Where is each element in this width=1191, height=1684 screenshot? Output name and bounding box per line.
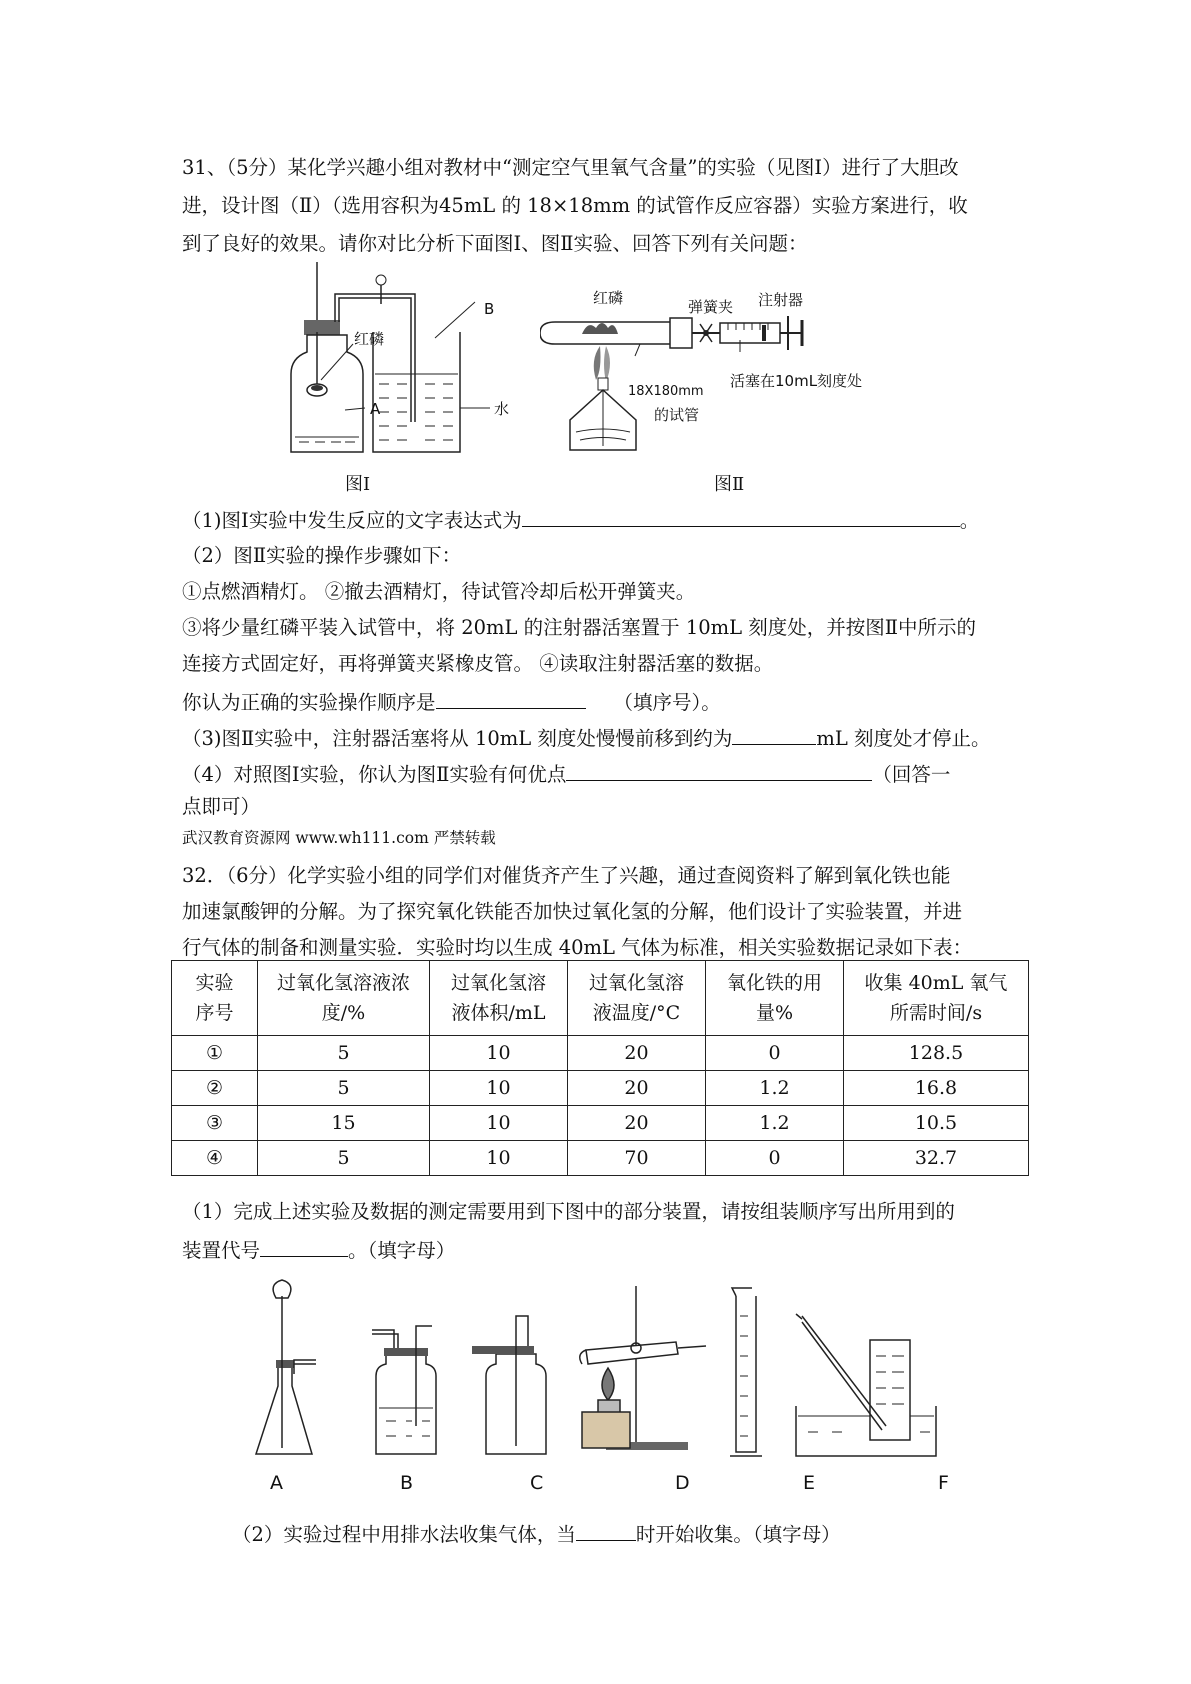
table-cell: 15 xyxy=(258,1106,430,1141)
q31-part-3-answer-blank[interactable] xyxy=(732,726,816,745)
q32-part-2-answer-blank[interactable] xyxy=(576,1522,636,1541)
q31-part-2-steps-1-2: ①点燃酒精灯。 ②撤去酒精灯，待试管冷却后松开弹簧夹。 xyxy=(182,580,696,603)
q31-part-4-answer-blank[interactable] xyxy=(566,762,872,781)
table-cell: ② xyxy=(172,1071,258,1106)
table-cell: 10 xyxy=(430,1071,568,1106)
q31-part-2-step-3a: ③将少量红磷平装入试管中，将 20mL 的注射器活塞置于 10mL 刻度处，并按图Ⅱ中所示的 xyxy=(182,616,977,639)
apparatus-options-drawing xyxy=(236,1276,1036,1476)
q31-part-2-prompt: 你认为正确的实验操作顺序是 xyxy=(182,691,436,714)
table-cell: 5 xyxy=(258,1071,430,1106)
q31-part-1-prompt: （1)图Ⅰ实验中发生反应的文字表达式为 xyxy=(182,509,522,532)
q32-part-2-prompt: （2）实验过程中用排水法收集气体，当 xyxy=(232,1523,576,1546)
apparatus-label-f[interactable]: F xyxy=(938,1472,949,1494)
header-fe2o3-amount: 氧化铁的用 量% xyxy=(706,961,844,1036)
q32-part-1-answer-blank[interactable] xyxy=(260,1238,348,1257)
table-header-row xyxy=(172,961,1029,1036)
table-cell: ① xyxy=(172,1036,258,1071)
experiment-data-table xyxy=(171,960,1029,1176)
table-cell: 128.5 xyxy=(844,1036,1029,1071)
q32-line-1: 32．（6分）化学实验小组的同学们对催货齐产生了兴趣，通过查阅资料了解到氧化铁也能 xyxy=(182,864,951,887)
q31-part-4 xyxy=(182,762,950,785)
apparatus-b-icon xyxy=(372,1326,436,1454)
fig2-label-test-tube: 的试管 xyxy=(654,406,700,424)
fig2-label-syringe: 注射器 xyxy=(758,291,804,309)
header-trial-no: 实验 序号 xyxy=(172,961,258,1036)
figure-1-caption: 图I xyxy=(345,474,371,495)
q31-part-3-prompt: （3)图Ⅱ实验中，注射器活塞将从 10mL 刻度处慢慢前移到约为 xyxy=(182,727,733,750)
header-h2o2-temperature: 过氧化氢溶 液温度/°C xyxy=(568,961,706,1036)
q31-part-2-hint: （填序号）。 xyxy=(613,691,721,714)
fig1-label-red-phosphorus: 红磷 xyxy=(354,330,385,348)
fig1-label-a: A xyxy=(370,400,381,418)
figure-1-apparatus xyxy=(285,262,525,462)
q31-line-2: 进，设计图（Ⅱ）（选用容积为45mL 的 18×18mm 的试管作反应容器）实验方案进行，收 xyxy=(182,194,968,217)
fig2-label-tube-size: 18X180mm xyxy=(628,384,704,399)
table-cell: 70 xyxy=(568,1141,706,1176)
table-cell: 20 xyxy=(568,1071,706,1106)
apparatus-label-d[interactable]: D xyxy=(675,1472,690,1494)
fig1-label-b: B xyxy=(484,300,495,318)
q31-part-1-answer-blank[interactable] xyxy=(522,508,960,527)
table-cell: 5 xyxy=(258,1141,430,1176)
fig1-label-water: 水 xyxy=(494,400,510,418)
table-cell: 10.5 xyxy=(844,1106,1029,1141)
header-h2o2-volume: 过氧化氢溶 液体积/mL xyxy=(430,961,568,1036)
table-cell: 16.8 xyxy=(844,1071,1029,1106)
header-collection-time: 收集 40mL 氧气 所需时间/s xyxy=(844,961,1029,1036)
table-cell: 10 xyxy=(430,1141,568,1176)
q31-part-2-step-3b: 连接方式固定好，再将弹簧夹紧橡皮管。 ④读取注射器活塞的数据。 xyxy=(182,652,774,675)
table-cell: 32.7 xyxy=(844,1141,1029,1176)
table-cell: 10 xyxy=(430,1106,568,1141)
table-cell: 5 xyxy=(258,1036,430,1071)
q31-part-4-end: （回答一 xyxy=(872,763,951,786)
table-cell: 20 xyxy=(568,1106,706,1141)
apparatus-e-icon xyxy=(730,1288,762,1456)
table-cell: ④ xyxy=(172,1141,258,1176)
table-cell: ③ xyxy=(172,1106,258,1141)
q32-part-1-line-a: （1）完成上述实验及数据的测定需要用到下图中的部分装置，请按组装顺序写出所用到的 xyxy=(182,1200,955,1223)
q31-part-4-prompt: （4）对照图Ⅰ实验，你认为图Ⅱ实验有何优点 xyxy=(182,763,567,786)
fig2-label-spring-clamp: 弹簧夹 xyxy=(688,298,734,316)
table-row xyxy=(172,1071,1029,1106)
apparatus-d-icon xyxy=(580,1286,706,1450)
fig2-label-red-phosphorus: 红磷 xyxy=(593,289,624,307)
apparatus-label-e[interactable]: E xyxy=(803,1472,816,1494)
table-row xyxy=(172,1106,1029,1141)
q31-line-3: 到了良好的效果。请你对比分析下面图I、图Ⅱ实验、回答下列有关问题： xyxy=(182,232,808,255)
q31-part-4-continuation: 点即可） xyxy=(182,795,261,818)
apparatus-f-icon xyxy=(796,1314,936,1456)
apparatus-c-icon xyxy=(472,1316,546,1454)
table-cell: 0 xyxy=(706,1036,844,1071)
apparatus-label-c[interactable]: C xyxy=(530,1472,544,1494)
table-cell: 10 xyxy=(430,1036,568,1071)
table-cell: 0 xyxy=(706,1141,844,1176)
table-cell: 1.2 xyxy=(706,1106,844,1141)
q31-part-2-answer-blank[interactable] xyxy=(436,690,586,709)
apparatus-label-b[interactable]: B xyxy=(400,1472,414,1494)
q31-part-3-end: mL 刻度处才停止。 xyxy=(816,727,991,750)
q31-part-2-question xyxy=(182,690,721,713)
q32-line-3: 行气体的制备和测量实验．实验时均以生成 40mL 气体为标准，相关实验数据记录如下表： xyxy=(182,936,973,959)
q31-part-1-end: 。 xyxy=(959,509,980,532)
fig2-label-piston: 活塞在10mL刻度处 xyxy=(730,372,863,390)
apparatus-a-icon xyxy=(256,1280,316,1454)
table-row xyxy=(172,1036,1029,1071)
apparatus-label-a[interactable]: A xyxy=(270,1472,283,1494)
q31-part-2-title: （2）图Ⅱ实验的操作步骤如下： xyxy=(182,544,462,567)
q32-part-2 xyxy=(232,1522,841,1545)
q32-part-2-end: 时开始收集。（填字母） xyxy=(635,1523,841,1546)
q31-part-3 xyxy=(182,726,991,749)
watermark-text: 武汉教育资源网 www.wh111.com 严禁转载 xyxy=(182,829,496,847)
q32-part-1-end: 。（填字母） xyxy=(348,1239,456,1262)
table-cell: 20 xyxy=(568,1036,706,1071)
q31-line-1: 31、（5分）某化学兴趣小组对教材中“测定空气里氧气含量”的实验（见图I）进行了大胆改 xyxy=(182,156,959,179)
table-cell: 1.2 xyxy=(706,1071,844,1106)
q32-part-1-prompt: 装置代号 xyxy=(182,1239,261,1262)
q32-part-1-line-b xyxy=(182,1238,455,1261)
q32-line-2: 加速氯酸钾的分解。为了探究氧化铁能否加快过氧化氢的分解，他们设计了实验装置，并进 xyxy=(182,900,963,923)
q31-part-1 xyxy=(182,508,979,531)
header-h2o2-concentration: 过氧化氢溶液浓 度/% xyxy=(258,961,430,1036)
table-row xyxy=(172,1141,1029,1176)
figure-2-caption: 图Ⅱ xyxy=(714,474,745,495)
